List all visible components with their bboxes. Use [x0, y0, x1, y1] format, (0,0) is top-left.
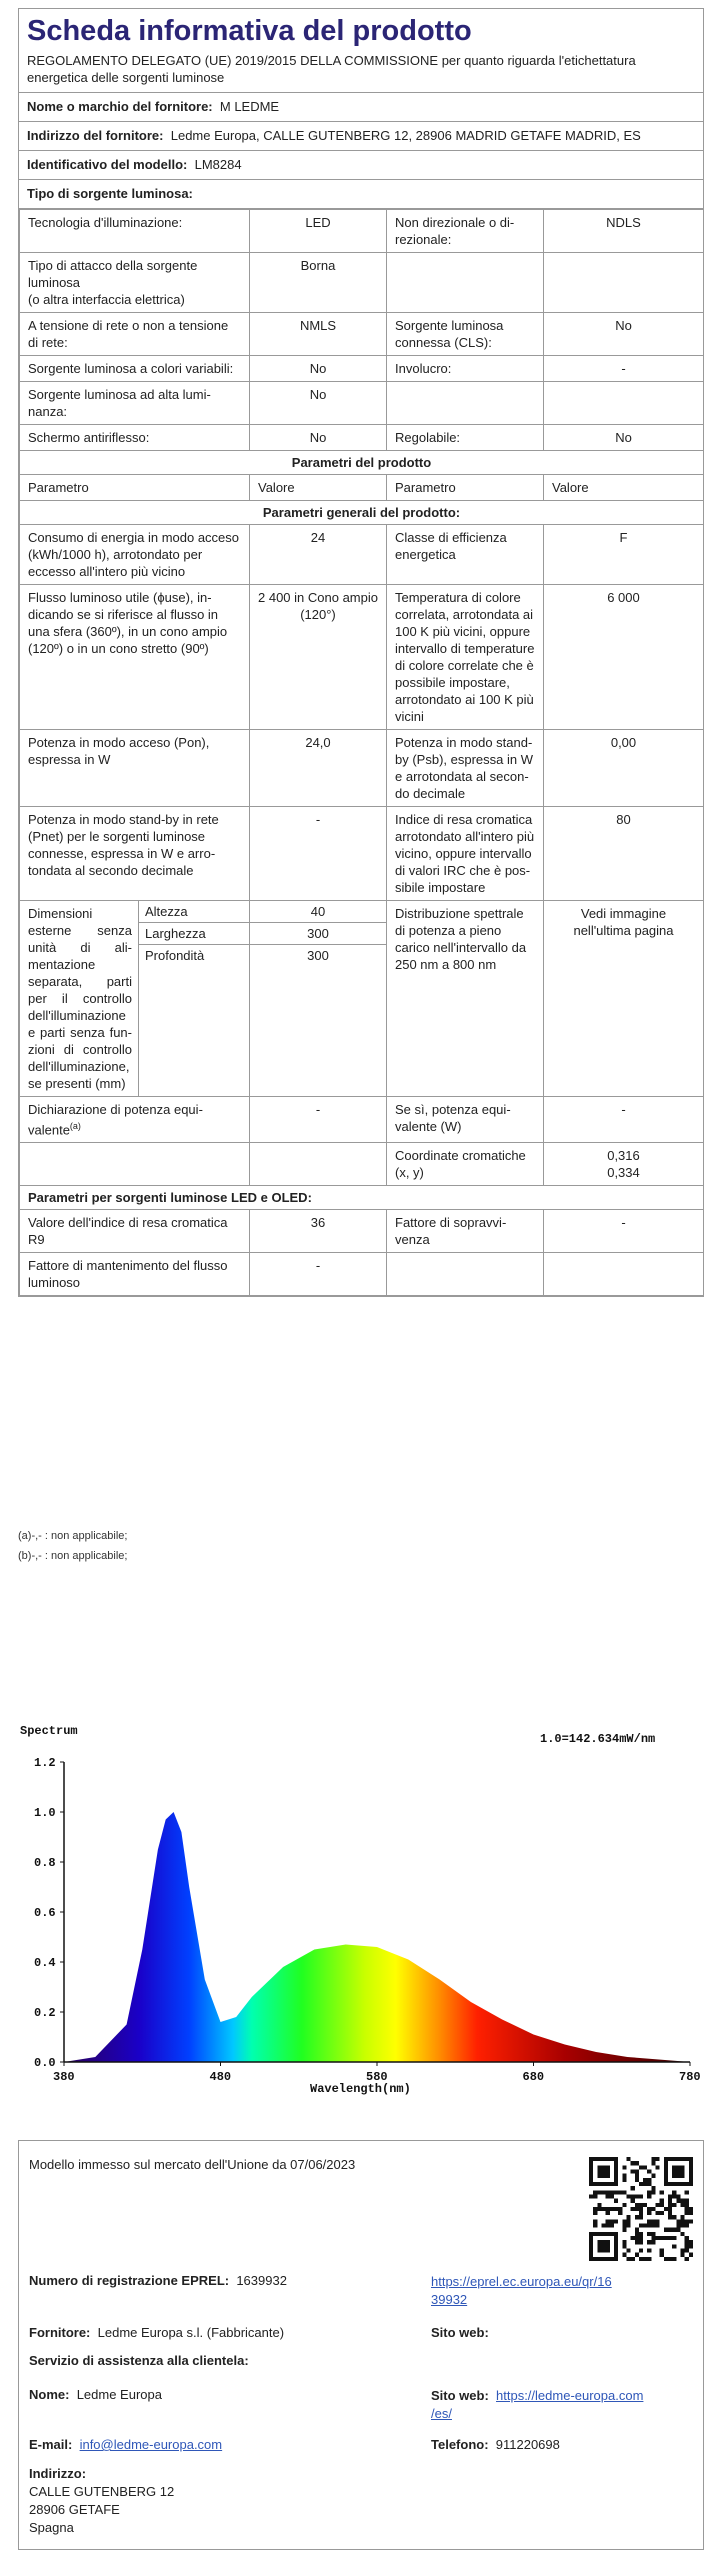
- supplier-value: Ledme Europa s.l. (Fabbricante): [97, 2325, 285, 2340]
- spectrum-area: [64, 1812, 690, 2062]
- supplier-name-label: Nome o marchio del fornitore:: [27, 99, 213, 114]
- general-param-param-value: 2 400 in Cono ampio (120°): [250, 585, 387, 730]
- website-link[interactable]: https://ledme-europa.com /es/: [431, 2388, 644, 2421]
- dimension-height-label: Altezza: [139, 901, 249, 923]
- light-source-param-label: Sorgente luminosa ad alta luminanza:: [20, 382, 250, 425]
- y-tick-label: 1.2: [34, 1756, 56, 1770]
- chart-title: Spectrum: [20, 1724, 78, 1738]
- general-param-param-label: Potenza in modo acceso (Pon), espressa in W: [20, 730, 250, 807]
- general-param-row: [20, 585, 704, 730]
- placed-on-market-text: Modello immesso sul mercato dell'Unione da 07/06/2023: [29, 2157, 356, 2172]
- light-source-param-value: NMLS: [250, 313, 387, 356]
- general-param-param-label: Consumo di energia in modo acceso (kWh/1000 h), arrotondato per eccesso all'intero più vicino: [20, 525, 250, 585]
- eprel-section: [18, 2140, 704, 2550]
- equivalent-power-note: (a): [69, 1121, 81, 1131]
- light-source-param-label: Tecnologia d'illuminazione:: [20, 210, 250, 253]
- product-info-sheet: [18, 8, 704, 1297]
- led-param-param-value-2: [544, 1253, 704, 1296]
- x-axis-label: Wavelength(nm): [310, 2082, 411, 2096]
- supplier-address-row: [19, 122, 703, 151]
- light-source-param-value-2: [544, 382, 704, 425]
- dimensions-label: Dimensioni esterne senza unità di alimentazione separata, parti per il controllo dell'illuminazione e parti senza funzioni di controllo dell'illuminazione, se presenti (mm): [20, 901, 139, 1096]
- website-label: Sito web:: [431, 2325, 489, 2340]
- phone-value: 911220698: [495, 2437, 560, 2452]
- y-tick-label: 0.0: [34, 2056, 56, 2070]
- general-param-row: [20, 730, 704, 807]
- address-label: Indirizzo:: [29, 2466, 87, 2481]
- general-param-row: [20, 525, 704, 585]
- light-source-param-value-2: -: [544, 356, 704, 382]
- footnote-a: (a)-,- : non applicabile;: [18, 1530, 128, 1542]
- supplier-name-row: [19, 93, 703, 122]
- chromaticity-x: 0,316: [607, 1148, 640, 1164]
- x-tick-label: 480: [209, 2070, 232, 2084]
- general-param-param-value-2: 80: [544, 807, 704, 901]
- light-source-param-value-2: No: [544, 425, 704, 451]
- light-source-param-value: No: [250, 425, 387, 451]
- led-param-param-value: -: [250, 1253, 387, 1296]
- equivalent-watt-label: Se sì, potenza equivalente (W): [387, 1097, 544, 1143]
- led-param-row: [20, 1253, 704, 1296]
- model-id-row: [19, 151, 703, 180]
- led-param-param-value: 36: [250, 1210, 387, 1253]
- col-header-param-1: Parametro: [20, 475, 250, 501]
- x-tick-label: 580: [366, 2070, 388, 2084]
- address-line-3: Spagna: [29, 2520, 74, 2535]
- light-source-param-label: Schermo antiriflesso:: [20, 425, 250, 451]
- light-source-param-label-2: [387, 253, 544, 313]
- chromaticity-label: Coordinate cromatiche (x, y): [387, 1143, 544, 1186]
- light-source-param-value-2: [544, 253, 704, 313]
- footnote-b: (b)-,- : non applicabile;: [18, 1550, 128, 1562]
- y-tick-label: 0.8: [34, 1856, 56, 1870]
- light-source-row: [20, 253, 704, 313]
- general-param-param-label-2: Potenza in modo stand-by (Psb), espressa in W e arrotondata al secondo decimale: [387, 730, 544, 807]
- light-source-row: [20, 425, 704, 451]
- equivalent-power-value: -: [250, 1097, 387, 1143]
- led-param-param-label: Valore dell'indice di resa cromatica R9: [20, 1210, 250, 1253]
- footnotes: [18, 1526, 127, 1566]
- general-param-row: [20, 807, 704, 901]
- y-tick-label: 0.2: [34, 2006, 56, 2020]
- light-source-param-value: No: [250, 356, 387, 382]
- eprel-reg-label: Numero di registrazione EPREL:: [29, 2273, 230, 2288]
- light-source-param-label-2: Regolabile:: [387, 425, 544, 451]
- supplier-name-value: M LEDME: [219, 99, 280, 114]
- general-param-param-value-2: 0,00: [544, 730, 704, 807]
- light-source-table: [19, 209, 704, 1296]
- supplier-label: Fornitore:: [29, 2325, 91, 2340]
- led-params-heading: Parametri per sorgenti luminose LED e OLED:: [20, 1186, 704, 1210]
- light-source-param-label-2: Involucro:: [387, 356, 544, 382]
- general-param-param-value: -: [250, 807, 387, 901]
- light-source-type-heading: Tipo di sorgente luminosa:: [19, 180, 703, 209]
- spectrum-chart: [10, 1720, 710, 2100]
- light-source-param-value: No: [250, 382, 387, 425]
- page-subtitle: REGOLAMENTO DELEGATO (UE) 2019/2015 DELLA COMMISSIONE per quanto riguarda l'etichettatura energetica delle sorgenti luminose: [19, 50, 703, 93]
- equivalent-power-label: Dichiarazione di potenza equivalente: [28, 1102, 203, 1138]
- dimensions-row: [20, 901, 704, 1097]
- light-source-row: [20, 313, 704, 356]
- dimension-width-label: Larghezza: [139, 923, 249, 945]
- supplier-address-label: Indirizzo del fornitore:: [27, 128, 164, 143]
- general-param-param-label: Potenza in modo stand-by in rete (Pnet) per le sorgenti luminose connesse, espressa in W e arrotondata al secondo decimale: [20, 807, 250, 901]
- general-param-param-value-2: F: [544, 525, 704, 585]
- y-tick-label: 1.0: [34, 1806, 56, 1820]
- eprel-link[interactable]: https://eprel.ec.europa.eu/qr/16 39932: [431, 2274, 612, 2307]
- light-source-param-label-2: [387, 382, 544, 425]
- general-params-heading: Parametri generali del prodotto:: [20, 501, 704, 525]
- equivalent-power-row: [20, 1097, 704, 1143]
- led-param-row: [20, 1210, 704, 1253]
- light-source-param-label-2: Non direzionale o direzionale:: [387, 210, 544, 253]
- model-id-value: LM8284: [194, 157, 242, 172]
- email-link[interactable]: info@ledme-europa.com: [79, 2437, 223, 2452]
- light-source-param-value-2: NDLS: [544, 210, 704, 253]
- col-header-value-1: Valore: [250, 475, 387, 501]
- eprel-reg-value: 1639932: [236, 2273, 287, 2288]
- led-param-param-value-2: -: [544, 1210, 704, 1253]
- address-line-1: CALLE GUTENBERG 12: [29, 2484, 175, 2499]
- equivalent-watt-value: -: [544, 1097, 704, 1143]
- email-label: E-mail:: [29, 2437, 73, 2452]
- address-line-2: 28906 GETAFE: [29, 2502, 120, 2517]
- y-tick-label: 0.6: [34, 1906, 56, 1920]
- light-source-param-label-2: Sorgente luminosa connessa (CLS):: [387, 313, 544, 356]
- x-tick-label: 680: [522, 2070, 545, 2084]
- chromaticity-row: [20, 1143, 704, 1186]
- y-tick-label: 0.4: [34, 1956, 56, 1970]
- general-param-param-label-2: Temperatura di colore correlata, arrotondata ai 100 K più vicini, oppure intervallo di temperature di colore correlate che è possibile impostare, arrotondato ai 100 K più vicini: [387, 585, 544, 730]
- chart-scale-note: 1.0=142.634mW/nm: [540, 1732, 656, 1746]
- dimension-height-value: 40: [250, 901, 386, 923]
- x-axis: [53, 2062, 701, 2084]
- page-title: Scheda informativa del prodotto: [27, 15, 472, 47]
- light-source-param-label: Sorgente luminosa a colori variabili:: [20, 356, 250, 382]
- spectral-distribution-value: Vedi immagine nell'ultima pagina: [544, 901, 704, 1097]
- light-source-param-value: LED: [250, 210, 387, 253]
- light-source-param-label: A tensione di rete o non a tensione di rete:: [20, 313, 250, 356]
- general-param-param-label-2: Indice di resa cromatica arrotondato all'intero più vicino, oppure intervallo di valori IRC che è possibile impostare: [387, 807, 544, 901]
- general-param-param-value: 24: [250, 525, 387, 585]
- general-param-param-value: 24,0: [250, 730, 387, 807]
- general-param-param-label: Flusso luminoso utile (ϕuse), indicando se si riferisce al flusso in una sfera (360º), in un cono ampio (120º) o in un cono stretto (90º): [20, 585, 250, 730]
- qr-code-icon[interactable]: [589, 2157, 693, 2261]
- light-source-param-label: Tipo di attacco della sorgente luminosa (o altra interfaccia elettrica): [20, 253, 250, 313]
- contact-name-value: Ledme Europa: [76, 2387, 162, 2402]
- light-source-row: [20, 356, 704, 382]
- product-params-heading: Parametri del prodotto: [20, 451, 704, 475]
- light-source-param-value: Borna: [250, 253, 387, 313]
- dimension-depth-label: Profondità: [145, 948, 205, 963]
- contact-name-label: Nome:: [29, 2387, 70, 2402]
- general-param-param-label-2: Classe di efficienza energetica: [387, 525, 544, 585]
- customer-service-label: Servizio di assistenza alla clientela:: [29, 2353, 249, 2368]
- spectral-distribution-label: Distribuzione spettrale di potenza a pieno carico nell'intervallo da 250 nm a 800 nm: [387, 901, 544, 1097]
- light-source-row: [20, 382, 704, 425]
- general-param-param-value-2: 6 000: [544, 585, 704, 730]
- light-source-row: [20, 210, 704, 253]
- led-param-param-label-2: [387, 1253, 544, 1296]
- led-param-param-label: Fattore di mantenimento del flusso luminoso: [20, 1253, 250, 1296]
- x-tick-label: 780: [679, 2070, 701, 2084]
- model-id-label: Identificativo del modello:: [27, 157, 188, 172]
- chromaticity-y: 0,334: [607, 1165, 640, 1181]
- x-tick-label: 380: [53, 2070, 75, 2084]
- supplier-address-value: Ledme Europa, CALLE GUTENBERG 12, 28906 MADRID GETAFE MADRID, ES: [170, 128, 641, 143]
- dimension-depth-value: 300: [307, 948, 329, 963]
- dimension-width-value: 300: [250, 923, 386, 945]
- phone-label: Telefono:: [431, 2437, 489, 2452]
- col-header-value-2: Valore: [544, 475, 704, 501]
- col-header-param-2: Parametro: [387, 475, 544, 501]
- y-axis: [34, 1756, 64, 2070]
- light-source-param-value-2: No: [544, 313, 704, 356]
- led-param-param-label-2: Fattore di sopravvivenza: [387, 1210, 544, 1253]
- website2-label: Sito web:: [431, 2388, 489, 2403]
